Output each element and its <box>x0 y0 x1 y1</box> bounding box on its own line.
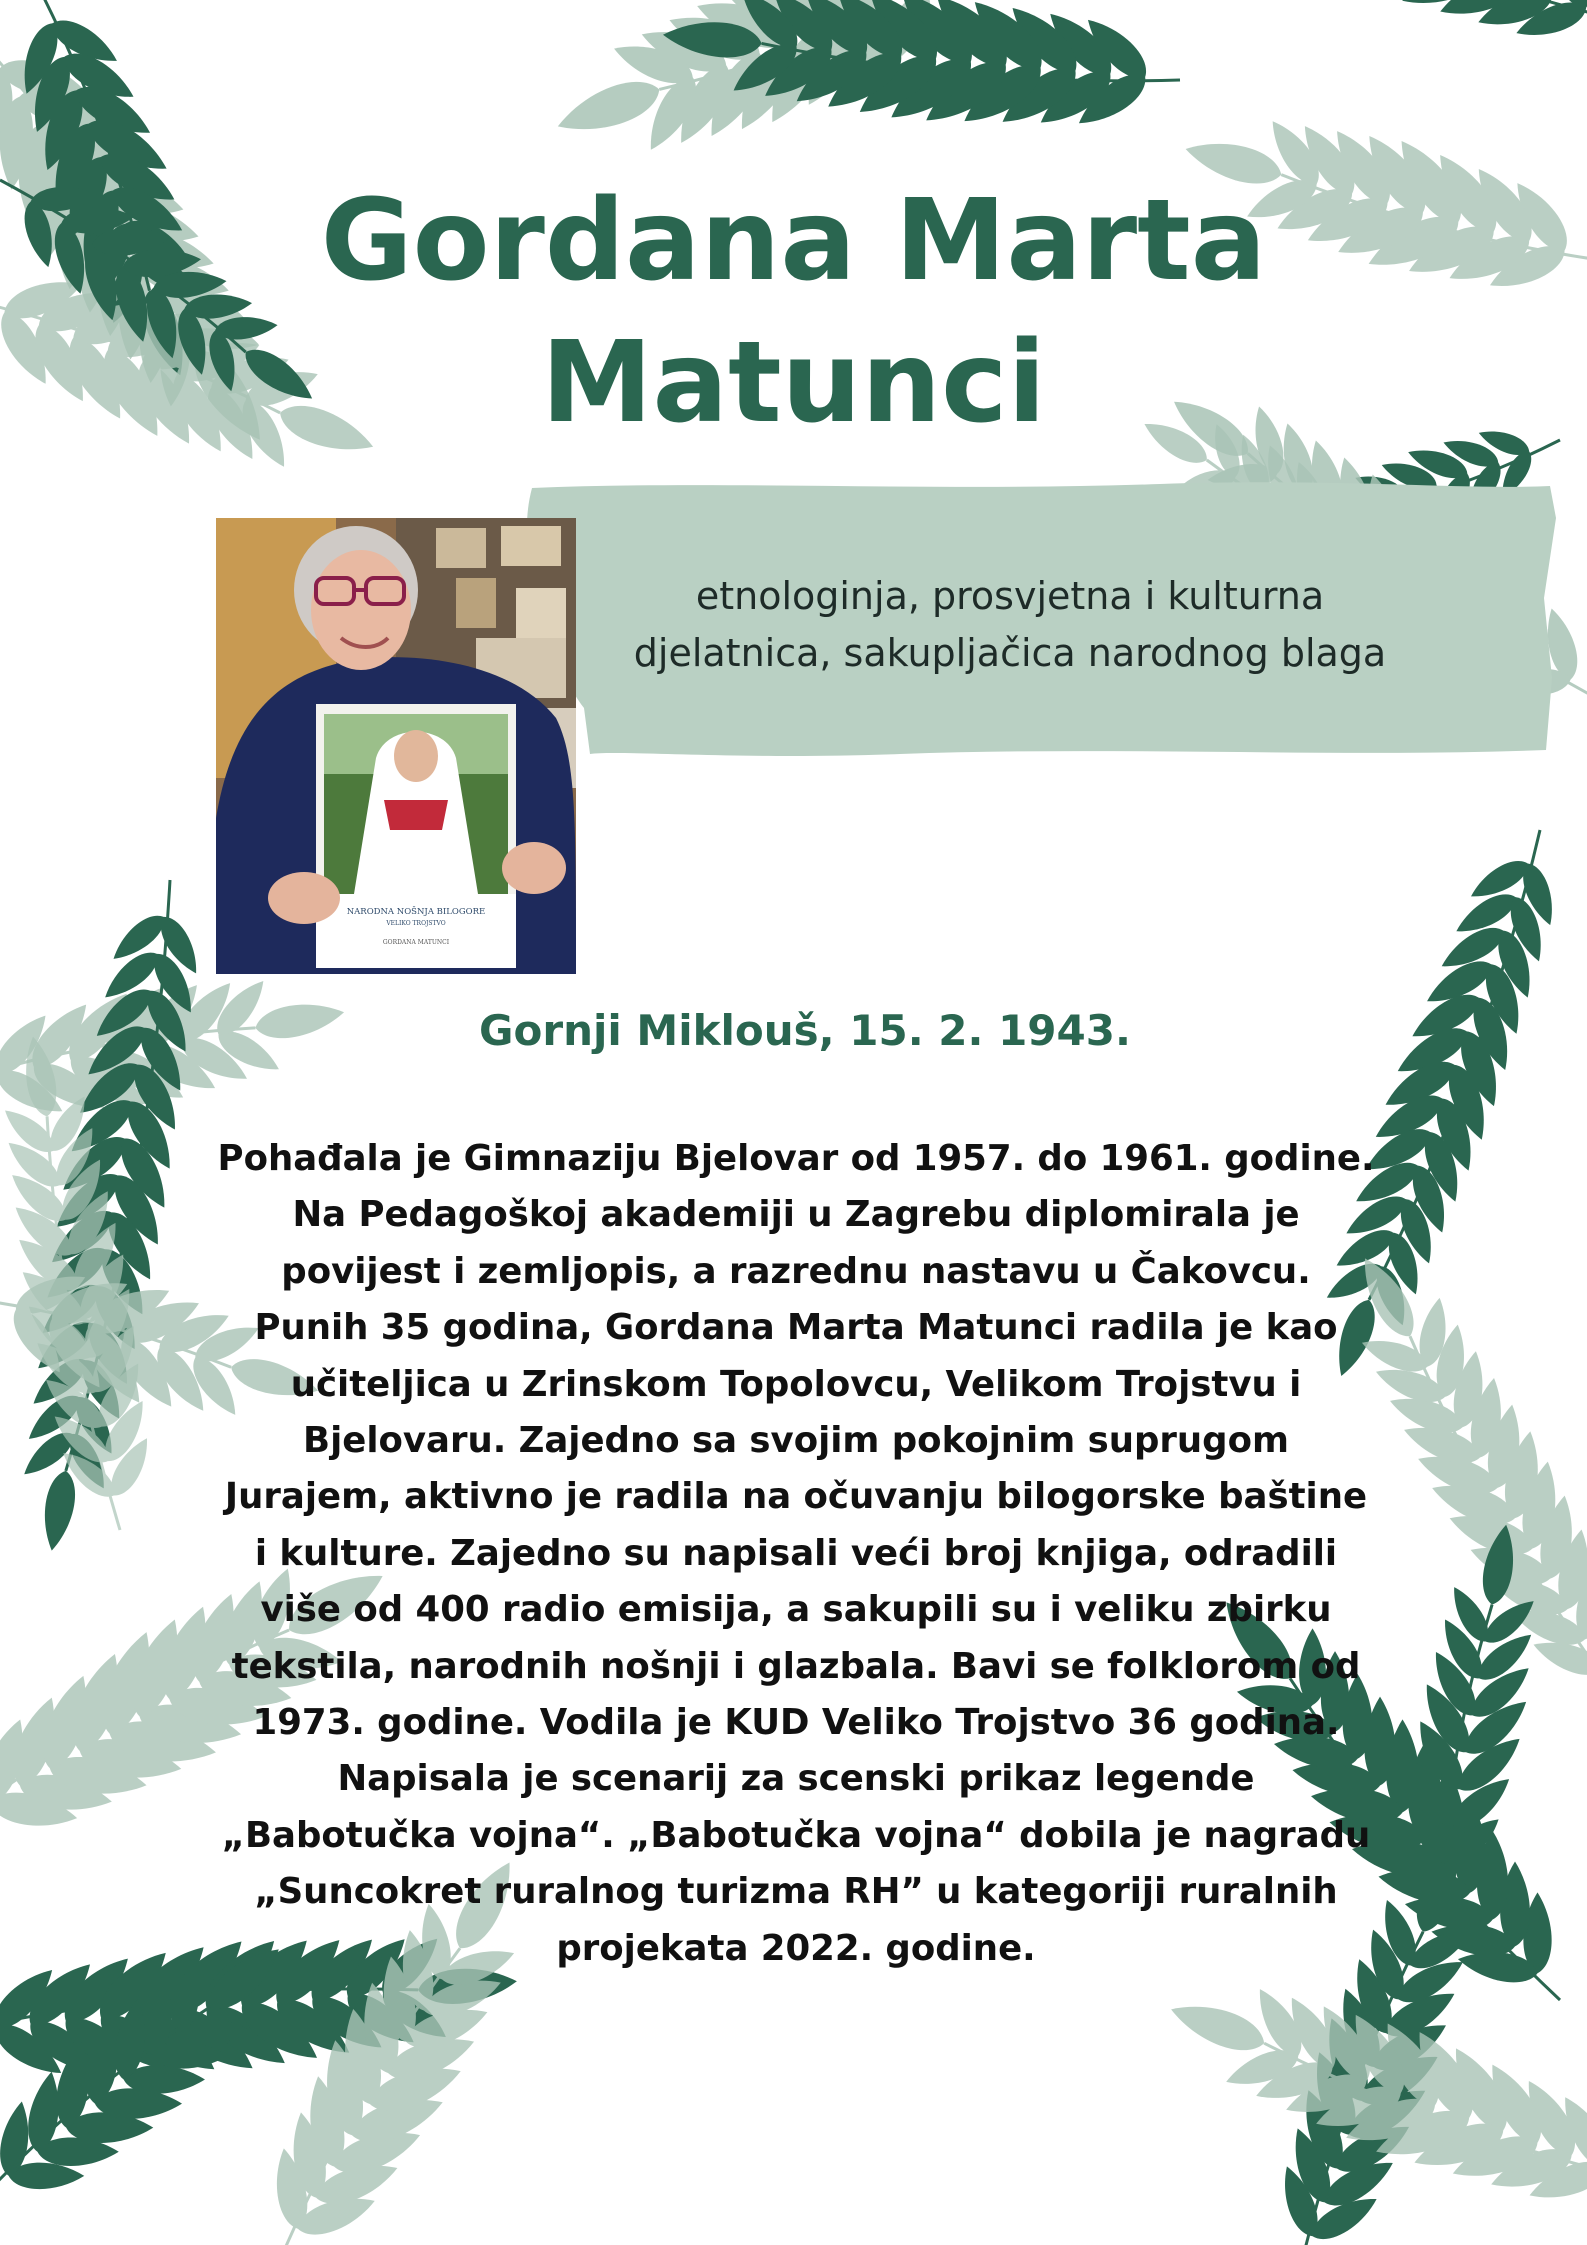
bio-line: više od 400 radio emisija, a sakupili su i veliku zbirku <box>260 1589 1332 1631</box>
book-subtitle-text: VELIKO TROJSTVO <box>386 920 446 927</box>
leaf-branch-icon <box>1174 0 1587 84</box>
bio-line: Pohađala je Gimnaziju Bjelovar od 1957. do 1961. godine. <box>217 1138 1375 1179</box>
subtitle-line-2: djelatnica, sakupljačica narodnog blaga <box>633 631 1387 675</box>
bio-line: 1973. godine. Vodila je KUD Veliko Trojstvo 36 godina. <box>252 1702 1340 1744</box>
birth-place-date: Gornji Miklouš, 15. 2. 1943. <box>479 1006 1131 1055</box>
subtitle <box>590 568 1430 682</box>
book-author-text: GORDANA MATUNCI <box>382 939 450 946</box>
bio-line: povijest i zemljopis, a razrednu nastavu u Čakovcu. <box>281 1250 1311 1292</box>
page-title <box>200 170 1387 454</box>
bio-line: tekstila, narodnih nošnji i glazbala. Bavi se folklorom od <box>231 1645 1361 1687</box>
bio-line: Na Pedagoškoj akademiji u Zagrebu diplomirala je <box>292 1194 1300 1236</box>
subtitle-line-1: etnologinja, prosvjetna i kulturna <box>695 574 1325 618</box>
bio-line: učiteljica u Zrinskom Topolovcu, Velikom Trojstvu i <box>290 1363 1302 1405</box>
bio-line: Napisala je scenarij za scenski prikaz legende <box>337 1758 1255 1800</box>
biography-text <box>206 1131 1386 1977</box>
bio-line: „Babotučka vojna“. „Babotučka vojna“ dobila je nagradu <box>221 1814 1371 1856</box>
bio-line: Jurajem, aktivno je radila na očuvanju bilogorske baštine <box>224 1476 1368 1518</box>
bio-line: i kulture. Zajedno su napisali veći broj knjiga, odradili <box>254 1532 1338 1574</box>
portrait-photo <box>216 518 576 974</box>
bio-line: projekata 2022. godine. <box>556 1927 1036 1969</box>
bio-line: Punih 35 godina, Gordana Marta Matunci radila je kao <box>254 1307 1338 1349</box>
title-line-1: Gordana Marta <box>320 176 1267 306</box>
bio-line: Bjelovaru. Zajedno sa svojim pokojnim suprugom <box>303 1420 1289 1462</box>
title-line-2: Matunci <box>541 318 1046 448</box>
book-title-text: NARODNA NOŠNJA BILOGORE <box>346 907 486 917</box>
bio-line: „Suncokret ruralnog turizma RH” u kategoriji ruralnih <box>254 1871 1338 1913</box>
